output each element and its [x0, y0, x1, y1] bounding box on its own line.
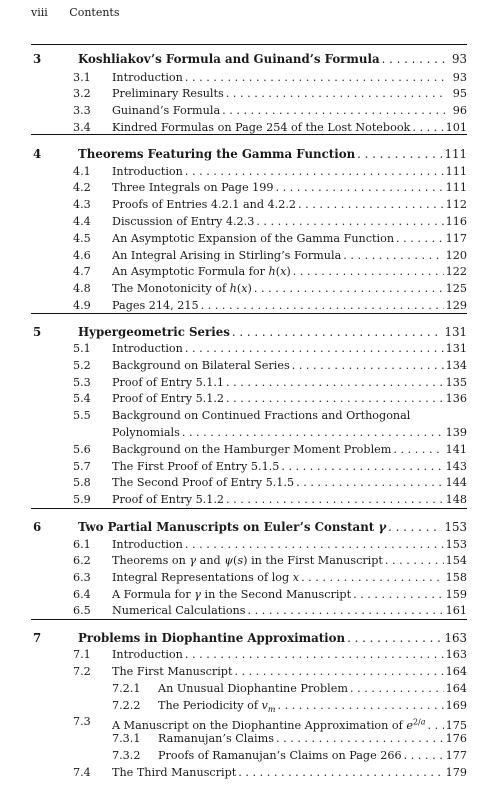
entry-page-number: 164 [445, 682, 467, 695]
entry-number: 4.2 [73, 181, 91, 194]
toc-chapter-entry[interactable] [0, 51, 500, 68]
entry-page-number: 93 [452, 71, 467, 84]
entry-line [158, 730, 467, 747]
entry-title: Introduction [112, 165, 183, 178]
leader-dots [256, 213, 443, 230]
entry-page-number: 139 [445, 426, 467, 439]
entry-number: 5.9 [73, 493, 91, 506]
leader-dots [357, 146, 442, 163]
entry-number: 7.2.1 [112, 682, 141, 695]
entry-page-number: 134 [445, 359, 467, 372]
entry-title: A Manuscript on the Diophantine Approximation of $e^{2/a}$ [112, 717, 426, 732]
entry-line [78, 146, 467, 163]
entry-page-number: 159 [445, 588, 467, 601]
entry-page-number: 125 [445, 282, 467, 295]
entry-title: Introduction [112, 648, 183, 661]
entry-page-number: 163 [444, 631, 467, 645]
entry-page-number: 179 [445, 766, 467, 779]
toc-section-entry[interactable] [0, 390, 500, 407]
entry-page-number: 111 [445, 181, 467, 194]
leader-dots [185, 163, 444, 180]
entry-number: 7.2.2 [112, 699, 141, 712]
entry-title: An Integral Arising in Stirling’s Formula [112, 249, 342, 262]
entry-page-number: 163 [445, 648, 467, 661]
leader-dots [350, 680, 444, 697]
chapter-divider [31, 619, 467, 620]
leader-dots [238, 764, 443, 781]
entry-title: Pages 214, 215 [112, 299, 199, 312]
entry-title: Three Integrals on Page 199 [112, 181, 274, 194]
chapter-divider [31, 508, 467, 509]
entry-line [78, 630, 467, 647]
entry-page-number: 177 [445, 749, 467, 762]
running-title: Contents [69, 6, 120, 19]
entry-title: Background on the Hamburger Moment Problem [112, 443, 392, 456]
entry-number: 7.4 [73, 766, 91, 779]
entry-line [112, 764, 467, 781]
entry-page-number: 161 [445, 604, 467, 617]
entry-number: 4.7 [73, 265, 91, 278]
entry-number: 3.4 [73, 121, 91, 134]
entry-page-number: 117 [445, 232, 467, 245]
toc-section-entry[interactable] [0, 586, 500, 603]
entry-title: Theorems on γ and ψ(s) in the First Manuscript [112, 554, 383, 567]
entry-title: Theorems Featuring the Gamma Function [78, 147, 356, 161]
toc-section-entry[interactable] [0, 663, 500, 680]
entry-number: 6.5 [73, 604, 91, 617]
leader-dots [185, 536, 444, 553]
entry-title: Proof of Entry 5.1.2 [112, 392, 225, 405]
entry-title: Problems in Diophantine Approximation [78, 631, 346, 645]
leader-dots [201, 297, 444, 314]
entry-number: 4.5 [73, 232, 91, 245]
toc-section-entry[interactable] [0, 85, 500, 102]
leader-dots [396, 230, 444, 247]
entry-title: Guinand’s Formula [112, 104, 221, 117]
leader-dots [226, 390, 444, 407]
entry-title: Proof of Entry 5.1.2 [112, 493, 225, 506]
toc-section-entry[interactable] [0, 491, 500, 508]
leader-dots [185, 69, 447, 86]
entry-number: 5.8 [73, 476, 91, 489]
entry-page-number: 158 [445, 571, 467, 584]
leader-dots [292, 357, 444, 374]
entry-title: The First Proof of Entry 5.1.5 [112, 460, 280, 473]
leader-dots [248, 602, 444, 619]
entry-title: Hypergeometric Series [78, 325, 230, 339]
entry-line [112, 407, 467, 424]
entry-number: 3.1 [73, 71, 91, 84]
leader-dots [232, 324, 443, 341]
entry-page-number: 95 [452, 87, 467, 100]
entry-page-number: 129 [445, 299, 467, 312]
entry-number: 5.6 [73, 443, 91, 456]
toc-section-entry[interactable] [0, 213, 500, 230]
leader-dots [388, 519, 442, 536]
toc-section-entry[interactable] [0, 230, 500, 247]
leader-dots [226, 374, 444, 391]
entry-title: An Asymptotic Formula for h(x) [112, 265, 291, 278]
entry-page-number: 144 [445, 476, 467, 489]
toc-section-entry[interactable] [0, 458, 500, 475]
toc-section-entry[interactable] [0, 247, 500, 264]
entry-line [112, 586, 467, 603]
entry-number: 5.3 [73, 376, 91, 389]
entry-title: The Second Proof of Entry 5.1.5 [112, 476, 295, 489]
entry-page-number: 176 [445, 732, 467, 745]
entry-title: Proofs of Entries 4.2.1 and 4.2.2 [112, 198, 297, 211]
leader-dots [298, 196, 444, 213]
entry-title: Kindred Formulas on Page 254 of the Lost Notebook [112, 121, 411, 134]
leader-dots [226, 85, 447, 102]
entry-line [112, 102, 467, 119]
entry-line [112, 297, 467, 314]
entry-number: 4.1 [73, 165, 91, 178]
entry-number: 3 [33, 52, 42, 66]
entry-line [112, 474, 467, 491]
entry-number: 5.7 [73, 460, 91, 473]
entry-number: 3.2 [73, 87, 91, 100]
leader-dots [277, 697, 443, 714]
entry-page-number: 101 [445, 121, 467, 134]
toc-chapter-entry[interactable] [0, 630, 500, 647]
entry-title: Introduction [112, 538, 183, 551]
toc-section-entry[interactable] [0, 552, 500, 569]
entry-line [78, 519, 467, 536]
entry-page-number: 143 [445, 460, 467, 473]
entry-line [112, 69, 467, 86]
entry-number: 5 [33, 325, 42, 339]
leader-dots [301, 569, 444, 586]
entry-line [112, 491, 467, 508]
entry-line [112, 374, 467, 391]
toc-chapter-entry[interactable] [0, 519, 500, 536]
entry-number: 6.3 [73, 571, 91, 584]
leader-dots [226, 491, 444, 508]
entry-title: The Third Manuscript [112, 766, 237, 779]
entry-number: 4 [33, 147, 42, 161]
entry-line [112, 441, 467, 458]
entry-title: Discussion of Entry 4.2.3 [112, 215, 255, 228]
entry-line [112, 85, 467, 102]
entry-line [78, 51, 467, 68]
entry-number: 7.2 [73, 665, 91, 678]
chapter-divider [31, 313, 467, 314]
entry-title: Ramanujan’s Claims [158, 732, 274, 745]
entry-title: Numerical Calculations [112, 604, 246, 617]
entry-number: 4.3 [73, 198, 91, 211]
toc-section-entry[interactable] [0, 179, 500, 196]
entry-page-number: 136 [445, 392, 467, 405]
leader-dots [254, 280, 444, 297]
leader-dots [385, 552, 444, 569]
toc-section-entry[interactable] [0, 407, 500, 424]
entry-line [158, 747, 467, 764]
entry-line [112, 602, 467, 619]
toc-chapter-entry[interactable] [0, 146, 500, 163]
entry-page-number: 169 [445, 699, 467, 712]
entry-page-number: 120 [445, 249, 467, 262]
entry-title: An Asymptotic Expansion of the Gamma Function [112, 232, 395, 245]
entry-number: 7 [33, 631, 42, 645]
entry-line [112, 646, 467, 663]
chapter-divider [31, 44, 467, 45]
entry-page-number: 154 [445, 554, 467, 567]
entry-number: 6 [33, 520, 42, 534]
entry-title: Introduction [112, 342, 183, 355]
page-number: viii [31, 6, 48, 19]
entry-number: 3.3 [73, 104, 91, 117]
toc-section-entry[interactable] [0, 713, 500, 730]
toc-section-entry[interactable] [0, 263, 500, 280]
entry-line [112, 213, 467, 230]
leader-dots [222, 102, 447, 119]
toc-section-entry[interactable] [0, 764, 500, 781]
entry-number: 5.1 [73, 342, 91, 355]
entry-page-number: 122 [445, 265, 467, 278]
toc-chapter-entry[interactable] [0, 324, 500, 341]
entry-line [112, 552, 467, 569]
entry-number: 7.3.1 [112, 732, 141, 745]
entry-page-number: 93 [451, 52, 467, 66]
entry-line [112, 340, 467, 357]
leader-dots [293, 263, 444, 280]
entry-page-number: 116 [445, 215, 467, 228]
entry-line [112, 663, 467, 680]
entry-title: An Unusual Diophantine Problem [158, 682, 348, 695]
entry-page-number: 111 [445, 165, 467, 178]
toc-section-entry[interactable] [0, 357, 500, 374]
entry-number: 4.8 [73, 282, 91, 295]
entry-page-number: 141 [445, 443, 467, 456]
entry-title: Integral Representations of log x [112, 571, 300, 584]
entry-number: 5.5 [73, 409, 91, 422]
leader-dots [347, 630, 442, 647]
running-header [31, 6, 120, 19]
entry-number: 6.4 [73, 588, 91, 601]
toc-section-entry[interactable] [0, 536, 500, 553]
entry-page-number: 112 [445, 198, 467, 211]
entry-page-number: 131 [444, 325, 467, 339]
leader-dots [234, 663, 443, 680]
entry-page-number: 111 [444, 147, 467, 161]
entry-page-number: 164 [445, 665, 467, 678]
entry-line [112, 263, 467, 280]
toc-section-entry[interactable] [0, 569, 500, 586]
leader-dots [296, 474, 444, 491]
leader-dots [182, 424, 444, 441]
entry-title: A Formula for γ in the Second Manuscript [112, 588, 352, 601]
entry-title: The Monotonicity of h(x) [112, 282, 252, 295]
toc-subsection-entry[interactable] [0, 680, 500, 697]
entry-page-number: 175 [445, 718, 467, 732]
entry-title: The First Manuscript [112, 665, 233, 678]
entry-line [158, 680, 467, 697]
entry-line [112, 357, 467, 374]
leader-dots [185, 340, 444, 357]
entry-title: The Periodicity of $v_m$ [158, 699, 276, 715]
entry-page-number: 148 [445, 493, 467, 506]
chapter-divider [31, 134, 467, 135]
entry-line [112, 230, 467, 247]
entry-page-number: 96 [452, 104, 467, 117]
entry-line [112, 458, 467, 475]
toc-section-entry[interactable] [0, 196, 500, 213]
entry-number: 4.6 [73, 249, 91, 262]
leader-dots [353, 586, 444, 603]
entry-number: 4.4 [73, 215, 91, 228]
entry-line [112, 424, 467, 441]
leader-dots [393, 441, 443, 458]
entry-title: Two Partial Manuscripts on Euler’s Constant γ [78, 520, 387, 534]
entry-line [112, 569, 467, 586]
leader-dots [404, 747, 444, 764]
leader-dots [281, 458, 443, 475]
leader-dots [276, 179, 444, 196]
toc-section-entry[interactable] [0, 102, 500, 119]
entry-title: Proofs of Ramanujan’s Claims on Page 266 [158, 749, 402, 762]
entry-title: Background on Continued Fractions and Orthogonal [112, 409, 411, 422]
toc-subsection-entry[interactable] [0, 730, 500, 747]
leader-dots [185, 646, 444, 663]
entry-line [112, 247, 467, 264]
entry-number: 7.3 [73, 715, 91, 728]
entry-number: 6.2 [73, 554, 91, 567]
entry-line [112, 179, 467, 196]
entry-page-number: 153 [445, 538, 467, 551]
toc-section-entry[interactable] [0, 297, 500, 314]
entry-title: Introduction [112, 71, 183, 84]
entry-line [78, 324, 467, 341]
entry-title: Polynomials [112, 426, 180, 439]
toc-section-entry[interactable] [0, 163, 500, 180]
toc-section-entry[interactable] [0, 340, 500, 357]
toc-section-entry[interactable] [0, 474, 500, 491]
entry-title: Koshliakov’s Formula and Guinand’s Formula [78, 52, 380, 66]
entry-title: Proof of Entry 5.1.1 [112, 376, 225, 389]
leader-dots [382, 51, 447, 68]
entry-number: 7.3.2 [112, 749, 141, 762]
entry-line [112, 163, 467, 180]
entry-title: Preliminary Results [112, 87, 224, 100]
entry-page-number: 131 [445, 342, 467, 355]
entry-number: 6.1 [73, 538, 91, 551]
leader-dots [343, 247, 443, 264]
toc-section-entry[interactable] [0, 441, 500, 458]
entry-number: 4.9 [73, 299, 91, 312]
toc-section-entry[interactable] [0, 646, 500, 663]
entry-line [112, 196, 467, 213]
entry-number: 7.1 [73, 648, 91, 661]
toc-section-entry[interactable] [0, 374, 500, 391]
leader-dots [276, 730, 444, 747]
toc-section-entry[interactable] [0, 69, 500, 86]
entry-page-number: 135 [445, 376, 467, 389]
entry-line [112, 280, 467, 297]
entry-number: 5.2 [73, 359, 91, 372]
entry-line [112, 536, 467, 553]
entry-number: 5.4 [73, 392, 91, 405]
toc-section-entry[interactable] [0, 602, 500, 619]
entry-line [112, 390, 467, 407]
entry-title: Background on Bilateral Series [112, 359, 290, 372]
toc-subsection-entry[interactable] [0, 747, 500, 764]
toc-section-entry[interactable] [0, 424, 500, 441]
entry-page-number: 153 [444, 520, 467, 534]
toc-subsection-entry[interactable] [0, 697, 500, 714]
toc-section-entry[interactable] [0, 280, 500, 297]
